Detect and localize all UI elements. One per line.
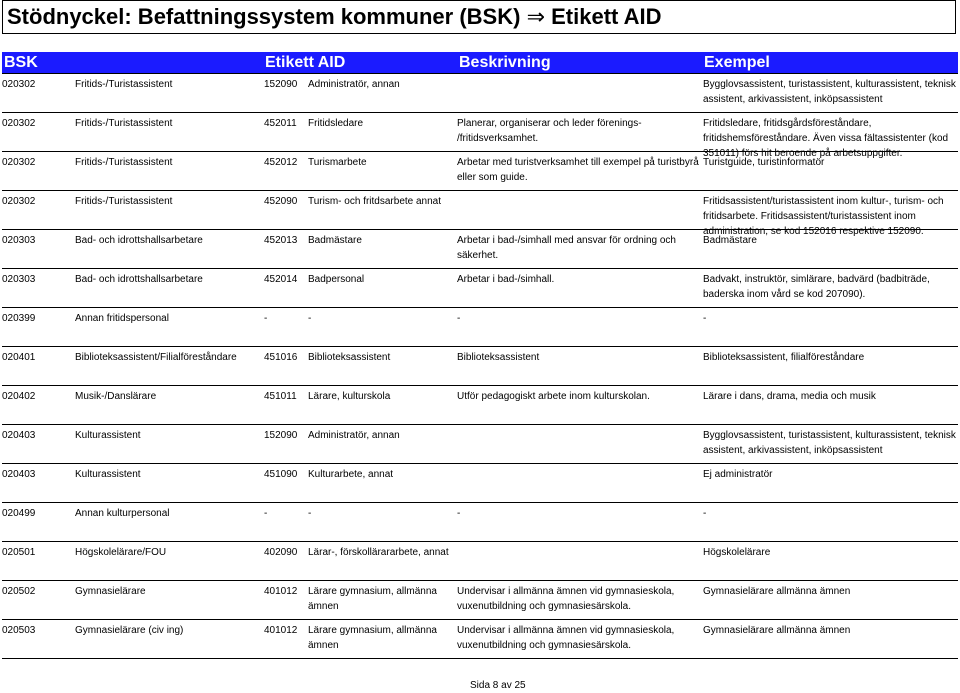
description-cell: Arbetar i bad-/simhall. xyxy=(457,274,555,285)
aid-code-cell: 401012 xyxy=(264,625,298,636)
bsk-code-cell: 020403 xyxy=(2,430,36,441)
table-row xyxy=(2,541,958,580)
aid-title-cell: Administratör, annan xyxy=(308,430,400,441)
example-cell: - xyxy=(703,508,707,519)
bsk-code-cell: 020302 xyxy=(2,79,36,90)
description-cell: Arbetar i bad-/simhall med ansvar för ordning och säkerhet. xyxy=(457,235,676,261)
description-cell: Biblioteksassistent xyxy=(457,352,540,363)
description-cell: Undervisar i allmänna ämnen vid gymnasieskola, vuxenutbildning och gymnasiesärskola. xyxy=(457,586,675,612)
bsk-code-cell: 020401 xyxy=(2,352,36,363)
bsk-code-cell: 020303 xyxy=(2,274,36,285)
bsk-title-cell: Annan kulturpersonal xyxy=(75,508,170,519)
page-number: Sida 8 av 25 xyxy=(470,680,526,691)
description-cell: Utför pedagogiskt arbete inom kulturskolan. xyxy=(457,391,650,402)
aid-code-cell: 452013 xyxy=(264,235,298,246)
aid-title-cell: Lärare gymnasium, allmänna ämnen xyxy=(308,625,437,651)
aid-title-cell: Turismarbete xyxy=(308,157,367,168)
table-row xyxy=(2,580,958,619)
bsk-code-cell: 020501 xyxy=(2,547,36,558)
aid-title-cell: - xyxy=(308,508,312,519)
example-cell: Fritidsassistent/turistassistent inom kultur-, turism- och fritidsarbete. Fritidsassistent/turistassistent inom administration, se kod 152016 respektive 152090. xyxy=(703,196,944,237)
bsk-title-cell: Fritids-/Turistassistent xyxy=(75,118,173,129)
bsk-code-cell: 020302 xyxy=(2,118,36,129)
aid-code-cell: 451011 xyxy=(264,391,297,402)
aid-code-cell: 451090 xyxy=(264,469,298,480)
table-row xyxy=(2,190,958,237)
header-example: Exempel xyxy=(704,54,770,71)
bsk-code-cell: 020499 xyxy=(2,508,36,519)
bsk-title-cell: Fritids-/Turistassistent xyxy=(75,157,173,168)
table-row xyxy=(2,112,958,159)
aid-title-cell: Administratör, annan xyxy=(308,79,400,90)
bsk-code-cell: 020503 xyxy=(2,625,36,636)
header-aid: Etikett AID xyxy=(265,54,346,71)
bsk-code-cell: 020403 xyxy=(2,469,36,480)
bsk-code-cell: 020502 xyxy=(2,586,36,597)
table-row xyxy=(2,346,958,385)
aid-title-cell: Kulturarbete, annat xyxy=(308,469,394,480)
example-cell: Fritidsledare, fritidsgårdsföreståndare, fritidshemsföreståndare. Även vissa fältassistenter (kod 351011) förs hit beroende på arbetsuppgifter. xyxy=(703,118,949,159)
example-cell: Biblioteksassistent, filialföreståndare xyxy=(703,352,865,363)
aid-title-cell: Lärare, kulturskola xyxy=(308,391,391,402)
example-cell: Lärare i dans, drama, media och musik xyxy=(703,391,876,402)
aid-code-cell: 452090 xyxy=(264,196,298,207)
example-cell: Turistguide, turistinformatör xyxy=(703,157,825,168)
aid-code-cell: 402090 xyxy=(264,547,298,558)
example-cell: Bygglovsassistent, turistassistent, kulturassistent, teknisk assistent, arkivassistent, inköpsassistent xyxy=(703,79,956,105)
aid-title-cell: - xyxy=(308,313,312,324)
description-cell: Planerar, organiserar och leder förenings- /fritidsverksamhet. xyxy=(457,118,642,144)
title-left: Stödnyckel: Befattningssystem kommuner (BSK) xyxy=(7,4,521,29)
aid-title-cell: Lärar-, förskollärararbete, annat xyxy=(308,547,449,558)
description-cell: Arbetar med turistverksamhet till exempel på turistbyrå eller som guide. xyxy=(457,157,699,183)
example-cell: - xyxy=(703,313,707,324)
table-row xyxy=(2,268,958,307)
example-cell: Ej administratör xyxy=(703,469,773,480)
header-bsk: BSK xyxy=(4,54,38,71)
aid-code-cell: 452011 xyxy=(264,118,297,129)
table-row xyxy=(2,424,958,463)
table-row xyxy=(2,151,958,190)
aid-code-cell: 152090 xyxy=(264,430,298,441)
table-row xyxy=(2,307,958,346)
aid-title-cell: Turism- och fritdsarbete annat xyxy=(308,196,442,207)
bsk-code-cell: 020302 xyxy=(2,196,36,207)
example-cell: Gymnasielärare allmänna ämnen xyxy=(703,625,851,636)
aid-title-cell: Badmästare xyxy=(308,235,362,246)
table-row xyxy=(2,73,958,112)
bsk-title-cell: Kulturassistent xyxy=(75,430,141,441)
example-cell: Högskolelärare xyxy=(703,547,771,558)
table-row xyxy=(2,385,958,424)
header-description: Beskrivning xyxy=(459,54,551,71)
bsk-title-cell: Högskolelärare/FOU xyxy=(75,547,167,558)
bsk-code-cell: 020399 xyxy=(2,313,36,324)
description-cell: Undervisar i allmänna ämnen vid gymnasieskola, vuxenutbildning och gymnasiesärskola. xyxy=(457,625,675,651)
aid-title-cell: Biblioteksassistent xyxy=(308,352,391,363)
bsk-title-cell: Fritids-/Turistassistent xyxy=(75,79,173,90)
table-row xyxy=(2,463,958,502)
bsk-title-cell: Musik-/Danslärare xyxy=(75,391,157,402)
aid-title-cell: Badpersonal xyxy=(308,274,365,285)
bsk-title-cell: Gymnasielärare (civ ing) xyxy=(75,625,184,636)
table-row xyxy=(2,619,958,659)
bsk-code-cell: 020402 xyxy=(2,391,36,402)
aid-code-cell: 451016 xyxy=(264,352,298,363)
aid-code-cell: - xyxy=(264,313,268,324)
bsk-title-cell: Annan fritidspersonal xyxy=(75,313,169,324)
aid-code-cell: 452014 xyxy=(264,274,298,285)
bsk-title-cell: Bad- och idrottshallsarbetare xyxy=(75,274,203,285)
bsk-title-cell: Bad- och idrottshallsarbetare xyxy=(75,235,203,246)
example-cell: Badmästare xyxy=(703,235,757,246)
table-header xyxy=(2,52,958,73)
aid-code-cell: 452012 xyxy=(264,157,298,168)
aid-code-cell: 401012 xyxy=(264,586,298,597)
example-cell: Bygglovsassistent, turistassistent, kulturassistent, teknisk assistent, arkivassistent, inköpsassistent xyxy=(703,430,956,456)
aid-title-cell: Fritidsledare xyxy=(308,118,364,129)
arrow-icon: ⇒ xyxy=(526,5,545,30)
bsk-title-cell: Fritids-/Turistassistent xyxy=(75,196,173,207)
aid-code-cell: - xyxy=(264,508,268,519)
title-right: Etikett AID xyxy=(551,4,662,29)
description-cell: - xyxy=(457,508,461,519)
table-row xyxy=(2,229,958,268)
description-cell: - xyxy=(457,313,461,324)
example-cell: Gymnasielärare allmänna ämnen xyxy=(703,586,851,597)
table-row xyxy=(2,502,958,541)
bsk-title-cell: Gymnasielärare xyxy=(75,586,146,597)
bsk-title-cell: Biblioteksassistent/Filialföreståndare xyxy=(75,352,237,363)
bsk-code-cell: 020302 xyxy=(2,157,36,168)
aid-code-cell: 152090 xyxy=(264,79,298,90)
bsk-code-cell: 020303 xyxy=(2,235,36,246)
bsk-title-cell: Kulturassistent xyxy=(75,469,141,480)
aid-title-cell: Lärare gymnasium, allmänna ämnen xyxy=(308,586,437,612)
page-title xyxy=(2,0,956,34)
example-cell: Badvakt, instruktör, simlärare, badvärd (badbiträde, baderska inom vård se kod 207090). xyxy=(703,274,930,300)
